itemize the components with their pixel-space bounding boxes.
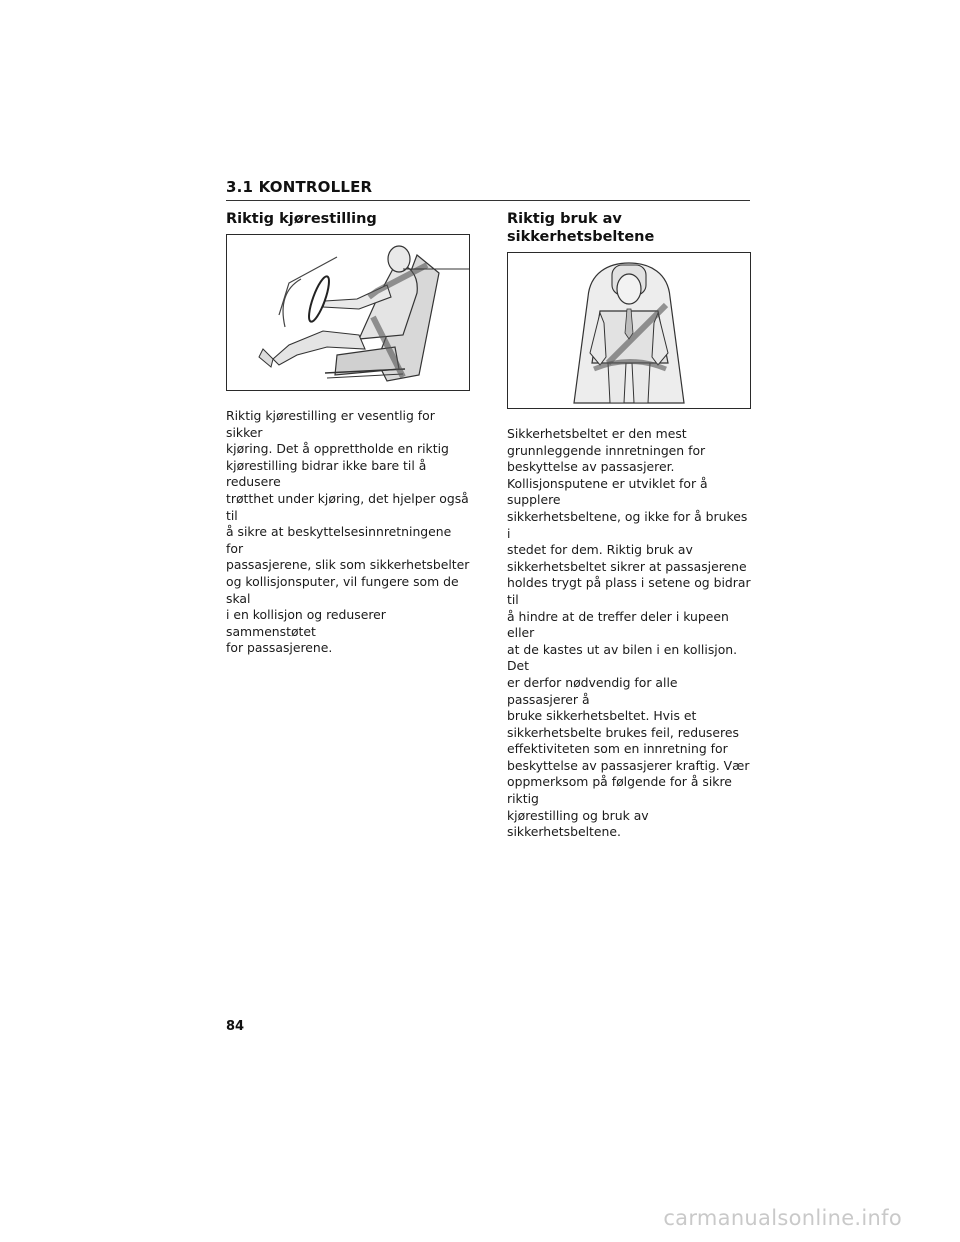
watermark: carmanualsonline.info (663, 1206, 902, 1230)
seatbelt-usage-illustration (507, 252, 751, 409)
heading-seatbelt-usage: Riktig bruk av sikkerhetsbeltene (507, 211, 655, 245)
section-header (226, 178, 750, 201)
driving-position-illustration (226, 234, 470, 391)
driving-position-text: Riktig kjørestilling er vesentlig for sikker kjøring. Det å opprettholde en riktig kjørestilling bidrar ikke bare til å redusere trøtthet under kjøring, det hjelper også til å sikre at beskyttelsesinnretningene for passasjerene, slik som sikkerhetsbelter og kollisjonsputer, vil fungere som de skal i en kollisjon og reduserer sammenstøtet for passasjerene. (226, 408, 470, 656)
heading-driving-position: Riktig kjørestilling (226, 211, 377, 227)
section-title: 3.1 KONTROLLER (226, 178, 373, 196)
section-divider (226, 200, 750, 201)
left-column (226, 210, 470, 657)
right-column (507, 210, 751, 841)
seatbelt-usage-text: Sikkerhetsbeltet er den mest grunnleggende innretningen for beskyttelse av passasjerer. Kollisjonsputene er utviklet for å supplere sikkerhetsbeltene, og ikke for å brukes i stedet for dem. Riktig bruk av sikkerhetsbeltet sikrer at passasjerene holdes trygt på plass i setene og bidrar til å hindre at de treffer deler i kupeen eller at de kastes ut av bilen i en kollisjon. Det er derfor nødvendig for alle passasjerer å bruke sikkerhetsbeltet. Hvis et sikkerhetsbelte brukes feil, reduseres effektiviteten som en innretning for beskyttelse av passasjerer kraftig. Vær oppmerksom på følgende for å sikre riktig kjørestilling og bruk av sikkerhetsbeltene. (507, 426, 751, 840)
page-number: 84 (226, 1019, 245, 1034)
